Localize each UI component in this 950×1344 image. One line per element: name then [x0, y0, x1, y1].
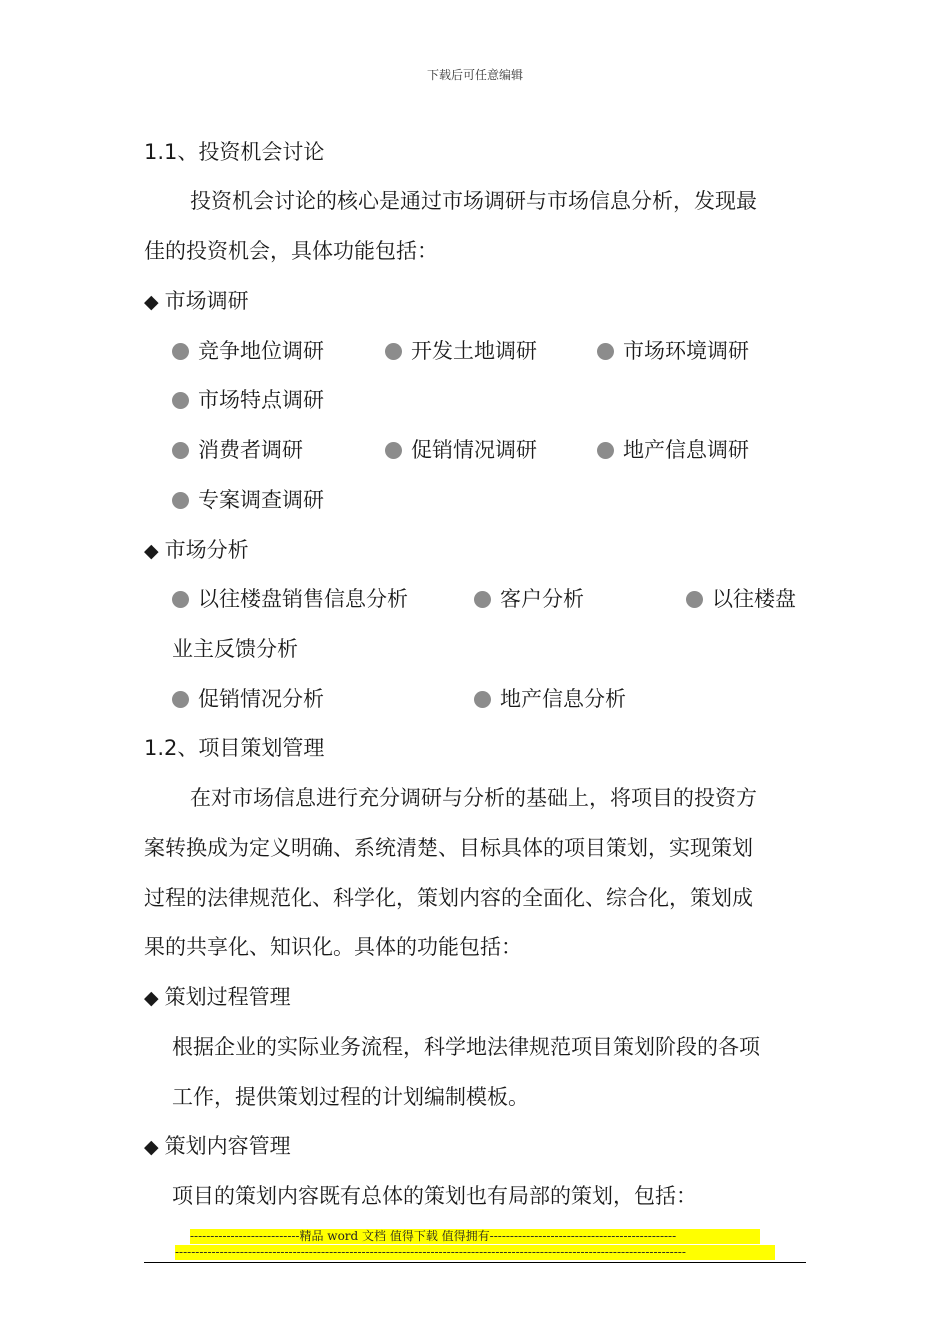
- diamond-bullet-icon: ◆: [144, 291, 159, 313]
- list-item-label: 地产信息调研: [623, 438, 749, 462]
- list-item-label: 促销情况分析: [198, 687, 324, 711]
- list-item-label: 竞争地位调研: [198, 339, 324, 363]
- diamond-bullet-icon: ◆: [144, 1136, 159, 1158]
- paragraph-line: 投资机会讨论的核心是通过市场调研与市场信息分析，发现最: [190, 189, 757, 213]
- footer-banner: ---------------------------精品 word 文档 值得下载 值得拥有----------------------------------------------: [190, 1229, 760, 1244]
- circle-bullet-icon: [385, 343, 402, 360]
- bullet-title: 策划内容管理: [164, 1134, 291, 1158]
- list-item-label: 以往楼盘销售信息分析: [198, 587, 408, 611]
- paragraph-line: 案转换成为定义明确、系统清楚、目标具体的项目策划，实现策划: [144, 836, 753, 860]
- bullet-title: 市场分析: [164, 538, 249, 562]
- paragraph-line: 项目的策划内容既有总体的策划也有局部的策划，包括：: [172, 1184, 697, 1208]
- circle-bullet-icon: [172, 492, 189, 509]
- paragraph-line: 根据企业的实际业务流程，科学地法律规范项目策划阶段的各项: [172, 1035, 760, 1059]
- paragraph-line: 过程的法律规范化、科学化，策划内容的全面化、综合化，策划成: [144, 886, 753, 910]
- circle-bullet-icon: [385, 442, 402, 459]
- bullet-content: [144, 1132, 291, 1161]
- list-item: [385, 337, 537, 365]
- list-item: [172, 486, 324, 514]
- circle-bullet-icon: [172, 343, 189, 360]
- list-item-label: 市场环境调研: [623, 339, 749, 363]
- circle-bullet-icon: [172, 442, 189, 459]
- circle-bullet-icon: [597, 442, 614, 459]
- bullet-process: [144, 983, 291, 1012]
- bullet-market-research: [144, 287, 249, 316]
- paragraph-line: 工作，提供策划过程的计划编制模板。: [172, 1085, 529, 1109]
- bullet-title: 市场调研: [164, 289, 249, 313]
- list-item: [597, 337, 749, 365]
- list-item-label: 客户分析: [500, 587, 584, 611]
- circle-bullet-icon: [172, 392, 189, 409]
- list-item: [385, 436, 537, 464]
- footer-dashes: ------------------------------------------------------------------------------------------------------------------------------: [175, 1245, 775, 1260]
- page-header: 下载后可任意编辑: [426, 68, 523, 82]
- paragraph-line: 佳的投资机会，具体功能包括：: [144, 239, 438, 263]
- circle-bullet-icon: [474, 691, 491, 708]
- bullet-market-analysis: [144, 536, 249, 565]
- bullet-title: 策划过程管理: [164, 985, 291, 1009]
- list-item: [172, 337, 324, 365]
- list-item-label: 市场特点调研: [198, 388, 324, 412]
- circle-bullet-icon: [172, 591, 189, 608]
- paragraph-line: 果的共享化、知识化。具体的功能包括：: [144, 935, 522, 959]
- list-item: [474, 585, 584, 613]
- list-item: [172, 436, 303, 464]
- list-item: [172, 685, 324, 713]
- section-heading-1-1: 1.1、投资机会讨论: [144, 140, 325, 164]
- list-item-label: 消费者调研: [198, 438, 303, 462]
- diamond-bullet-icon: ◆: [144, 987, 159, 1009]
- list-item-label: 专案调查调研: [198, 488, 324, 512]
- diamond-bullet-icon: ◆: [144, 540, 159, 562]
- list-item-wrap: 业主反馈分析: [172, 637, 298, 661]
- circle-bullet-icon: [474, 591, 491, 608]
- footer-rule: [144, 1262, 806, 1263]
- list-item: [686, 585, 796, 613]
- list-item: [172, 386, 324, 414]
- circle-bullet-icon: [597, 343, 614, 360]
- list-item: [597, 436, 749, 464]
- circle-bullet-icon: [686, 591, 703, 608]
- section-heading-1-2: 1.2、项目策划管理: [144, 736, 325, 760]
- circle-bullet-icon: [172, 691, 189, 708]
- list-item: [172, 585, 408, 613]
- list-item: [474, 685, 626, 713]
- list-item-label: 促销情况调研: [411, 438, 537, 462]
- list-item-label: 以往楼盘: [712, 587, 796, 611]
- list-item-label: 地产信息分析: [500, 687, 626, 711]
- paragraph-line: 在对市场信息进行充分调研与分析的基础上，将项目的投资方: [190, 786, 757, 810]
- list-item-label: 开发土地调研: [411, 339, 537, 363]
